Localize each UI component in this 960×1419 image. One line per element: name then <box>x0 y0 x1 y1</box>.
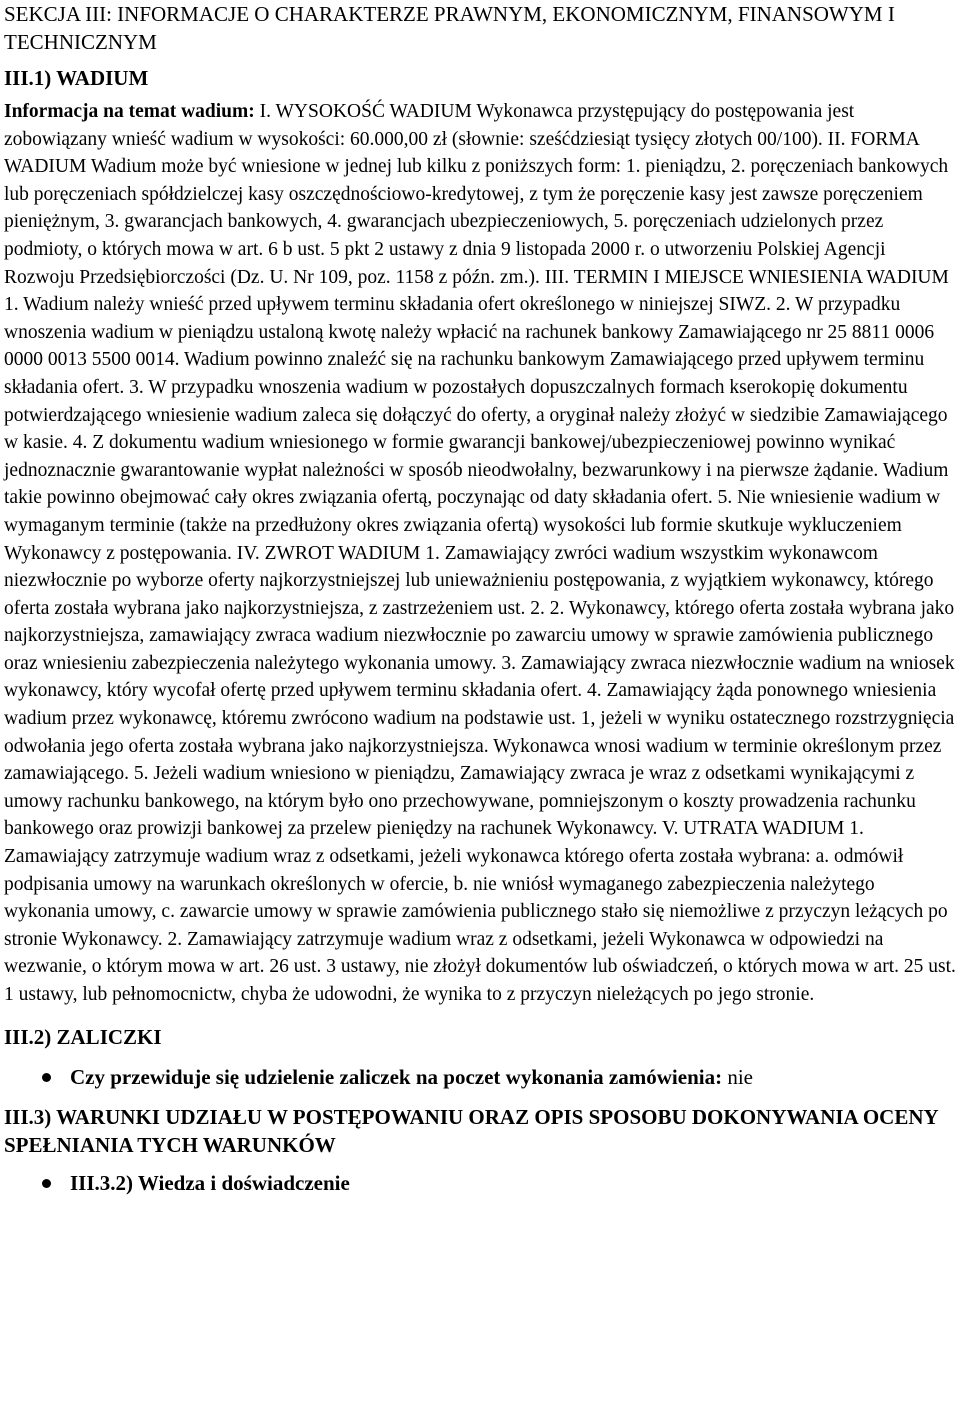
zaliczki-answer: nie <box>722 1064 753 1089</box>
warunki-item-label: III.3.2) Wiedza i doświadczenie <box>70 1170 350 1195</box>
section-title: SEKCJA III: INFORMACJE O CHARAKTERZE PRAWNYM, EKONOMICZNYM, FINANSOWYM I TECHNICZNYM <box>4 2 895 54</box>
wadium-heading: III.1) WADIUM <box>4 66 149 90</box>
bullet-icon <box>42 1073 51 1082</box>
zaliczki-question: Czy przewiduje się udzielenie zaliczek na poczet wykonania zamówienia: <box>70 1064 723 1089</box>
bullet-icon <box>42 1179 51 1188</box>
warunki-list-item <box>70 1169 956 1197</box>
wadium-body: I. WYSOKOŚĆ WADIUM Wykonawca przystępujący do postępowania jest zobowiązany wnieść wadium w wysokości: 60.000,00 zł (słownie: sześćdziesiąt tysięcy złotych 00/100). II. FORMA WADIUM Wadium może być wniesione w jednej lub kilku z poniższych form: 1. pieniądzu, 2. poręczeniach bankowych lub poręczeniach spółdzielczej kasy oszczędnościowo-kredytowej, z tym że poręczenie kasy jest zawsze poręczeniem pieniężnym, 3. gwarancjach bankowych, 4. gwarancjach ubezpieczeniowych, 5. poręczeniach udzielonych przez podmioty, o których mowa w art. 6 b ust. 5 pkt 2 ustawy z dnia 9 listopada 2000 r. o utworzeniu Polskiej Agencji Rozwoju Przedsiębiorczości (Dz. U. Nr 109, poz. 1158 z późn. zm.). III. TERMIN I MIEJSCE WNIESIENIA WADIUM 1. Wadium należy wnieść przed upływem terminu składania ofert określonego w niniejszej SIWZ. 2. W przypadku wnoszenia wadium w pieniądzu ustaloną kwotę należy wpłacić na rachunek bankowy Zamawiającego nr 25 8811 0006 0000 0013 5500 0014. Wadium powinno znaleźć się na rachunku bankowym Zamawiającego przed upływem terminu składania ofert. 3. W przypadku wnoszenia wadium w pozostałych dopuszczalnych formach kserokopię dokumentu potwierdzającego wniesienie wadium zaleca się dołączyć do oferty, a oryginał należy złożyć w siedzibie Zamawiającego w kasie. 4. Z dokumentu wadium wniesionego w formie gwarancji bankowej/ubezpieczeniowej powinno wynikać jednoznacznie gwarantowanie wypłat należności w sposób nieodwołalny, bezwarunkowy i na pierwsze żądanie. Wadium takie powinno obejmować cały okres związania ofertą, poczynając od daty składania ofert. 5. Nie wniesienie wadium w wymaganym terminie (także na przedłużony okres związania ofertą) wysokości lub formie skutkuje wykluczeniem Wykonawcy z postępowania. IV. ZWROT WADIUM 1. Zamawiający zwróci wadium wszystkim wykonawcom niezwłocznie po wyborze oferty najkorzystniejszej lub unieważnieniu postępowania, z wyjątkiem wykonawcy, którego oferta została wybrana jako najkorzystniejsza, z zastrzeżeniem ust. 2. 2. Wykonawcy, którego oferta została wybrana jako najkorzystniejsza, zamawiający zwraca wadium niezwłocznie po zawarciu umowy w sprawie zamówienia publicznego oraz wniesieniu zabezpieczenia należytego wykonania umowy. 3. Zamawiający zwraca niezwłocznie wadium na wniosek wykonawcy, który wycofał ofertę przed upływem terminu składania ofert. 4. Zamawiający żąda ponownego wniesienia wadium przez wykonawcę, któremu zwrócono wadium na podstawie ust. 1, jeżeli w wyniku ostatecznego rozstrzygnięcia odwołania jego oferta została wybrana jako najkorzystniejsza. Wykonawca wnosi wadium w terminie określonym przez zamawiającego. 5. Jeżeli wadium wniesiono w pieniądzu, Zamawiający zwraca je wraz z odsetkami wynikającymi z umowy rachunku bankowego, na którym było ono przechowywane, pomniejszonym o koszty prowadzenia rachunku bankowego oraz prowizji bankowej za przelew pieniędzy na rachunek Wykonawcy. V. UTRATA WADIUM 1. Zamawiający zatrzymuje wadium wraz z odsetkami, jeżeli wykonawca którego oferta została wybrana: a. odmówił podpisania umowy na warunkach określonych w ofercie, b. nie wniósł wymaganego zabezpieczenia należytego wykonania umowy, c. zawarcie umowy w sprawie zamówienia publicznego stało się niemożliwe z przyczyn leżących po stronie Wykonawcy. 2. Zamawiający zatrzymuje wadium wraz z odsetkami, jeżeli Wykonawca w odpowiedzi na wezwanie, o którym mowa w art. 26 ust. 3 ustawy, nie złożył dokumentów lub oświadczeń, o których mowa w art. 25 ust. 1 ustawy, lub pełnomocnictw, chyba że udowodni, że wynika to z przyczyn nieleżących po jego stronie. <box>4 101 956 1005</box>
zaliczki-heading: III.2) ZALICZKI <box>4 1024 162 1049</box>
wadium-lead: Informacja na temat wadium: <box>4 101 255 122</box>
zaliczki-list-item <box>70 1063 956 1091</box>
warunki-heading: III.3) WARUNKI UDZIAŁU W POSTĘPOWANIU ORAZ OPIS SPOSOBU DOKONYWANIA OCENY SPEŁNIANIA TYCH WARUNKÓW <box>4 1104 938 1157</box>
wadium-paragraph <box>4 98 956 1009</box>
zaliczki-list <box>4 1063 956 1091</box>
warunki-list <box>4 1169 956 1197</box>
